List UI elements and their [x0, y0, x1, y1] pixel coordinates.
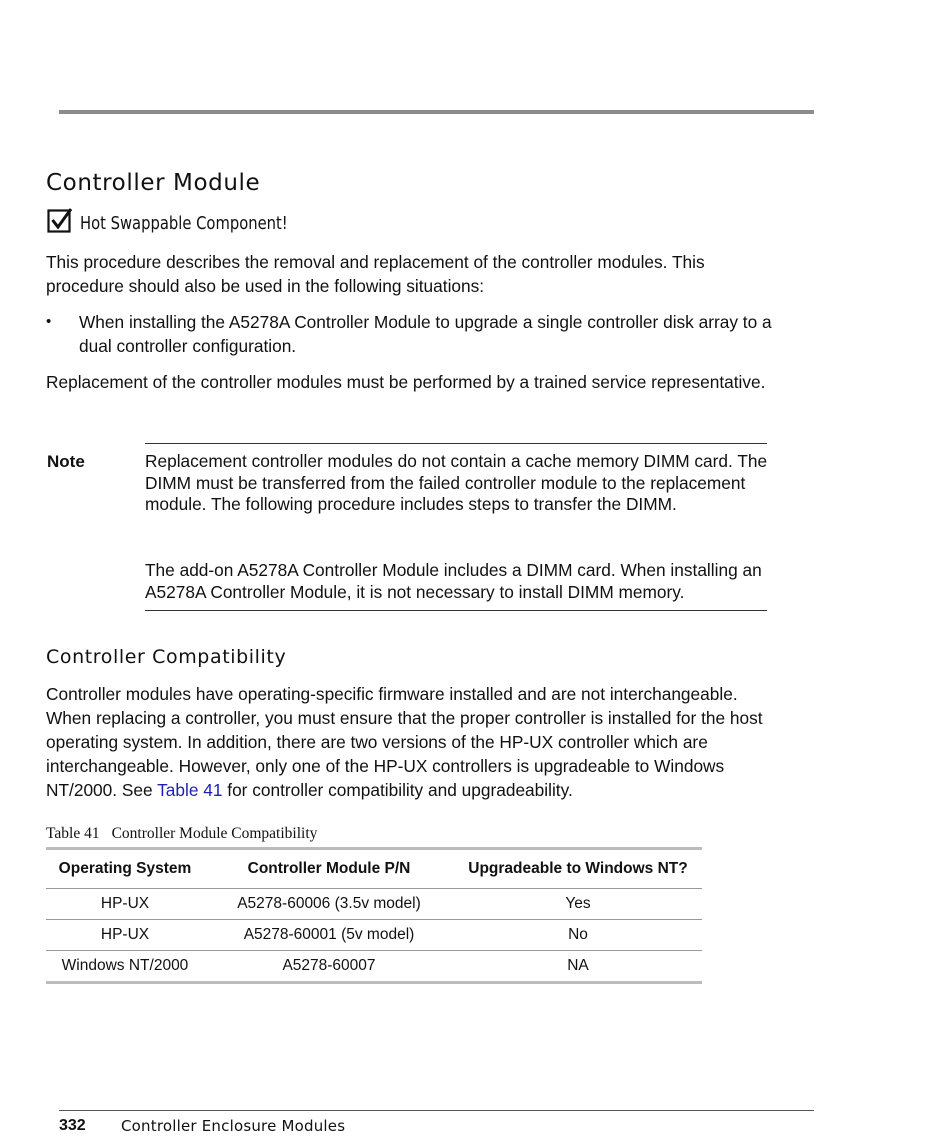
table-cell: A5278-60001 (5v model) [204, 920, 454, 951]
table-caption-title: Controller Module Compatibility [111, 825, 318, 842]
page-number: 332 [59, 1117, 86, 1134]
note-label: Note [47, 452, 85, 471]
bullet-text: When installing the A5278A Controller Module to upgrade a single controller disk array to a dual controller configuration. [79, 312, 772, 356]
column-header-controller-pn: Controller Module P/N [204, 850, 454, 889]
table-cell: HP-UX [46, 920, 204, 951]
compatibility-text: Controller modules have operating-specific firmware installed and are not interchangeable. When replacing a controller, you must ensure that the proper controller is installed for the host operating system. In addition, there are two versions of the HP-UX controller which are interchangeable. However, only one of the HP-UX controllers is upgradeable to Windows NT/2000. See [46, 684, 763, 800]
table-caption-number: Table 41 [46, 825, 100, 842]
hot-swap-notice [47, 207, 333, 234]
table-caption [46, 825, 317, 843]
table-cell: Windows NT/2000 [61, 957, 189, 974]
table-cell: HP-UX [46, 889, 204, 920]
bullet-icon: • [46, 313, 52, 330]
intro-paragraph: This procedure describes the removal and replacement of the controller modules. This procedure should also be used in the following situations: [46, 252, 705, 296]
table-header-row [46, 850, 702, 889]
table-row [46, 889, 702, 920]
table-cell: Yes [454, 889, 702, 920]
table-cell: A5278-60006 (3.5v model) [204, 889, 454, 920]
footer-rule [59, 1110, 814, 1111]
note-bottom-rule [145, 610, 767, 611]
compatibility-paragraph [46, 682, 786, 802]
note-paragraph: Replacement controller modules do not contain a cache memory DIMM card. The DIMM must be transferred from the failed controller module to the replacement module. The following procedure includes steps to transfer the DIMM. [145, 451, 768, 515]
replacement-paragraph: Replacement of the controller modules must be performed by a trained service representative. [46, 372, 766, 392]
section-title: Controller Module [46, 170, 261, 196]
note-top-rule [145, 443, 767, 444]
compatibility-text-end: for controller compatibility and upgradeability. [222, 780, 573, 800]
note-paragraph: The add-on A5278A Controller Module includes a DIMM card. When installing an A5278A Controller Module, it is not necessary to install DIMM memory. [145, 560, 762, 602]
subsection-title: Controller Compatibility [46, 646, 287, 668]
column-header-operating-system: Operating System [46, 850, 204, 889]
table-cell: No [454, 920, 702, 951]
hot-swap-label: Hot Swappable Component! [80, 213, 288, 234]
checkbox-checked-icon [47, 207, 74, 234]
footer-chapter-title: Controller Enclosure Modules [121, 1117, 346, 1135]
header-rule [59, 110, 814, 114]
table-row [46, 951, 702, 982]
table-41-link[interactable]: Table 41 [157, 780, 223, 800]
column-header-upgradeable: Upgradeable to Windows NT? [454, 850, 702, 889]
compatibility-table [46, 847, 702, 984]
table-bottom-rule [46, 981, 702, 984]
table-cell: NA [567, 957, 589, 974]
table-cell: A5278-60007 [282, 957, 376, 974]
table-row [46, 920, 702, 951]
